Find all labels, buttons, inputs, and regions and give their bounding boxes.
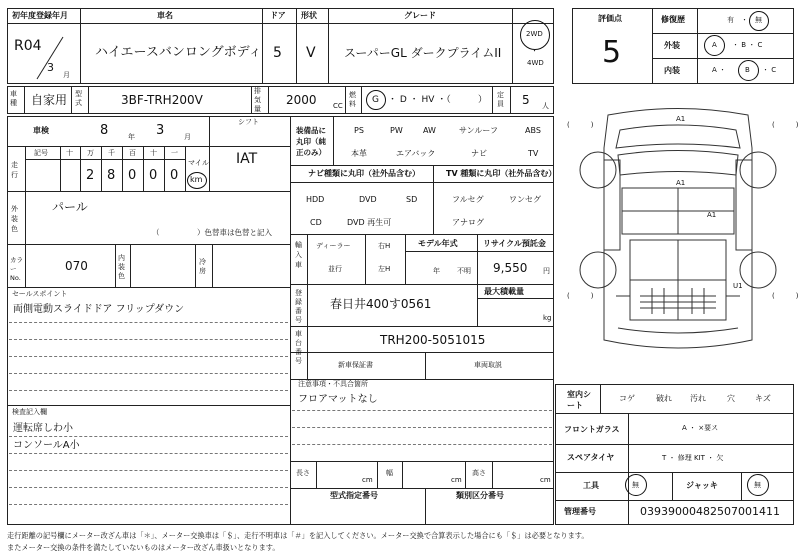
- model-year-label: モデル年式: [418, 239, 458, 248]
- equipment-PS: PS: [354, 126, 364, 135]
- reg-month-unit: 月: [63, 71, 70, 79]
- windshield-a: A ・ ×要ス: [682, 424, 719, 432]
- equipment-本革: 本革: [351, 149, 367, 158]
- category-number-label: 類別区分番号: [456, 491, 504, 500]
- equipment-ナビ: ナビ: [471, 149, 487, 158]
- mileage-unit-5: 一: [171, 149, 178, 157]
- mileage-label: 走行: [11, 161, 18, 179]
- fuel-close: ）: [478, 95, 488, 105]
- windshield-label: フロントガラス: [564, 425, 620, 434]
- recycle-amount: 9,550: [493, 261, 528, 275]
- chassis-label: 車台番号: [295, 330, 302, 365]
- max-load-label: 最大積載量: [484, 287, 524, 296]
- fuel-g: G: [372, 95, 379, 105]
- import-label: 輸入車: [295, 241, 302, 269]
- model-year-unknown: 不明: [457, 267, 471, 275]
- width-unit: cm: [451, 476, 462, 484]
- unit-km: km: [190, 175, 203, 184]
- footer-line-2: またメーター交換の条件を満たしていないものはメーター改ざん車扱いとなります。: [7, 543, 280, 552]
- reg-year-label: 初年度登録年月: [12, 11, 68, 20]
- seat-option-4: キズ: [755, 394, 771, 403]
- unit-mile: マイル: [188, 159, 209, 167]
- color-label: 外装色: [11, 205, 18, 233]
- inspector-line-1: 運転席しわ小: [13, 423, 73, 434]
- bracket-1: ( ): [567, 121, 594, 129]
- import-parallel: 並行: [328, 265, 342, 273]
- equipment-label: 装備品に丸印（純正のみ）: [296, 126, 326, 157]
- grade-label: グレード: [404, 11, 436, 20]
- length-label: 長さ: [296, 469, 310, 477]
- interior-color-label: 内装色: [118, 254, 125, 280]
- vehicle-row: [7, 86, 554, 114]
- model-value: 3BF-TRH200V: [121, 93, 203, 107]
- color-code: 070: [65, 259, 88, 273]
- tv-option-1: ワンセグ: [509, 195, 541, 204]
- seat-option-2: 汚れ: [690, 394, 706, 403]
- inspection-month: 3: [156, 123, 165, 138]
- mgmt-label: 管理番号: [564, 507, 596, 516]
- mileage-unit-4: 十: [150, 149, 157, 157]
- repair-yes: 有: [727, 16, 734, 24]
- diagram-mark-2: A1: [676, 179, 686, 187]
- tools-label: 工具: [583, 481, 599, 490]
- interior-label: 内装: [664, 66, 680, 75]
- exterior-label: 外装: [664, 41, 680, 50]
- equipment-サンルーフ: サンルーフ: [459, 126, 498, 135]
- mileage-unit-2: 千: [108, 149, 115, 157]
- jack-value: 無: [754, 481, 761, 489]
- mileage-digit-4: 0: [170, 168, 179, 183]
- notes-text: フロアマットなし: [298, 394, 378, 405]
- navi-option-r2-1: DVD 再生可: [347, 218, 392, 227]
- shape-value: V: [306, 45, 316, 61]
- repair-label: 修復歴: [661, 15, 685, 24]
- registration-label: 登録番号: [295, 289, 302, 324]
- chassis-value: TRH200-5051015: [380, 333, 486, 347]
- sales-point-label: セールスポイント: [12, 290, 68, 298]
- diagram-mark-3: A1: [707, 211, 717, 219]
- equipment-PW: PW: [390, 126, 403, 135]
- capacity-label: 定員: [497, 91, 504, 108]
- repair-sep: ・: [741, 16, 748, 24]
- car-diagram: [560, 100, 799, 380]
- notes-label: 注意事項・不具合箇所: [298, 380, 368, 388]
- inspection-month-unit: 月: [184, 133, 191, 141]
- sales-point-text: 両側電動スライドドア フリップダウン: [13, 304, 185, 315]
- capacity-unit: 人: [542, 102, 549, 110]
- inspection-label: 車検: [33, 126, 49, 135]
- color-code-label: カラーNo.: [10, 256, 23, 282]
- navi-option-r2-0: CD: [310, 218, 322, 227]
- interior-a: A ・: [712, 66, 727, 74]
- drive-dot: ・: [531, 47, 538, 55]
- recycle-unit: 円: [543, 267, 550, 275]
- spare-options: T ・ 修理 KIT ・ 欠: [662, 454, 724, 462]
- fuel-label: 燃料: [349, 91, 356, 108]
- mileage-unit-1: 万: [87, 149, 94, 157]
- bracket-4: ( ): [772, 292, 799, 300]
- displacement-value: 2000: [286, 93, 317, 107]
- diagram-mark-1: A1: [676, 115, 686, 123]
- inspector-line-2: コンソールA小: [13, 440, 80, 451]
- fuel-options: ・ D ・ HV ・（: [388, 95, 451, 105]
- import-left: 左H: [378, 265, 391, 273]
- equipment-AW: AW: [423, 126, 436, 135]
- mgmt-value: 03939000482507001411: [640, 505, 780, 518]
- import-dealer: ディーラー: [316, 242, 351, 250]
- equipment-TV: TV: [528, 149, 539, 158]
- navi-option-0: HDD: [306, 195, 325, 204]
- shape-label: 形状: [301, 11, 317, 20]
- seat-option-3: 穴: [727, 394, 735, 403]
- recycle-label: リサイクル預託金: [483, 239, 546, 248]
- seat-label: 室内シート: [567, 390, 591, 410]
- footer-line-1: 走行距離の記号欄にメーター改ざん車は「＊」、メーター交換車は「＄」、走行不明車は「＃」を記入してください。メーター交換で合算表示した場合にも「＄」は必要となります。: [7, 531, 589, 540]
- mileage-digit-2: 0: [128, 168, 137, 183]
- drive-2wd: 2WD: [526, 30, 543, 38]
- cc-unit: CC: [333, 102, 343, 110]
- mileage-digit-3: 0: [149, 168, 158, 183]
- drive-4wd: 4WD: [527, 59, 544, 67]
- bracket-2: ( ): [772, 121, 799, 129]
- model-year-unit: 年: [433, 267, 440, 275]
- car-name: ハイエースバンロングボディ: [95, 45, 262, 60]
- inspection-year: 8: [100, 123, 109, 138]
- ac-label: 冷房: [199, 258, 206, 275]
- color-value: パール: [52, 200, 88, 214]
- displacement-label: 排気量: [254, 87, 261, 113]
- door-count: 5: [273, 45, 282, 61]
- height-unit: cm: [540, 476, 551, 484]
- mileage-digit-0: 2: [86, 168, 95, 183]
- jack-label: ジャッキ: [686, 481, 718, 490]
- repair-no: 無: [755, 16, 762, 24]
- length-unit: cm: [362, 476, 373, 484]
- category-label: 車種: [10, 90, 17, 107]
- equipment-エアバック: エアバック: [396, 149, 436, 158]
- tv-option-r2-0: アナログ: [452, 218, 484, 227]
- tv-option-0: フルセグ: [452, 195, 484, 204]
- navi-label: ナビ種類に丸印（社外品含む）: [308, 169, 420, 178]
- type-cert-label: 型式指定番号: [330, 491, 378, 500]
- tools-value: 無: [632, 481, 639, 489]
- inspector-label: 検査記入欄: [12, 408, 47, 416]
- mileage-unit-0: 十: [66, 149, 73, 157]
- reg-year: R04: [14, 38, 42, 54]
- navi-option-1: DVD: [359, 195, 377, 204]
- shift-value: IAT: [236, 151, 258, 167]
- manual-label: 車両取説: [474, 361, 502, 369]
- equipment-ABS: ABS: [525, 126, 541, 135]
- grade-value: スーパーGL ダークプライムII: [344, 46, 502, 60]
- model-label: 型式: [75, 90, 82, 107]
- score-label: 評価点: [598, 14, 622, 23]
- navi-option-2: SD: [406, 195, 418, 204]
- reg-month: 3: [47, 61, 54, 74]
- exterior-a: A: [712, 41, 717, 49]
- door-label: ドア: [270, 11, 286, 20]
- tv-label: TV 種類に丸印（社外品含む）: [446, 169, 557, 178]
- capacity-value: 5: [522, 93, 530, 107]
- interior-c: ・ C: [762, 66, 777, 74]
- mileage-digit-1: 8: [107, 168, 116, 183]
- seat-option-0: コゲ: [619, 394, 635, 403]
- color-note: （ ）色替車は色替と記入: [152, 228, 272, 237]
- bracket-3: ( ): [567, 292, 594, 300]
- warranty-label: 新車保証書: [338, 361, 373, 369]
- seat-option-1: 破れ: [656, 394, 672, 403]
- width-label: 幅: [386, 469, 393, 477]
- registration-value: 春日井400す0561: [330, 297, 432, 311]
- mileage-unit-3: 百: [129, 149, 136, 157]
- score-value: 5: [602, 35, 622, 70]
- category-value: 自家用: [31, 93, 68, 107]
- interior-b: B: [745, 66, 750, 74]
- symbol-label: 記号: [34, 149, 48, 157]
- inspection-year-unit: 年: [128, 133, 135, 141]
- height-label: 高さ: [472, 469, 486, 477]
- diagram-mark-4: U1: [733, 282, 743, 290]
- spare-label: スペアタイヤ: [567, 453, 615, 462]
- max-load-unit: kg: [543, 314, 552, 322]
- import-right: 右H: [378, 242, 391, 250]
- shift-label: シフト: [238, 118, 259, 126]
- exterior-rest: ・ B ・ C: [732, 41, 763, 49]
- car-name-label: 車名: [157, 11, 173, 20]
